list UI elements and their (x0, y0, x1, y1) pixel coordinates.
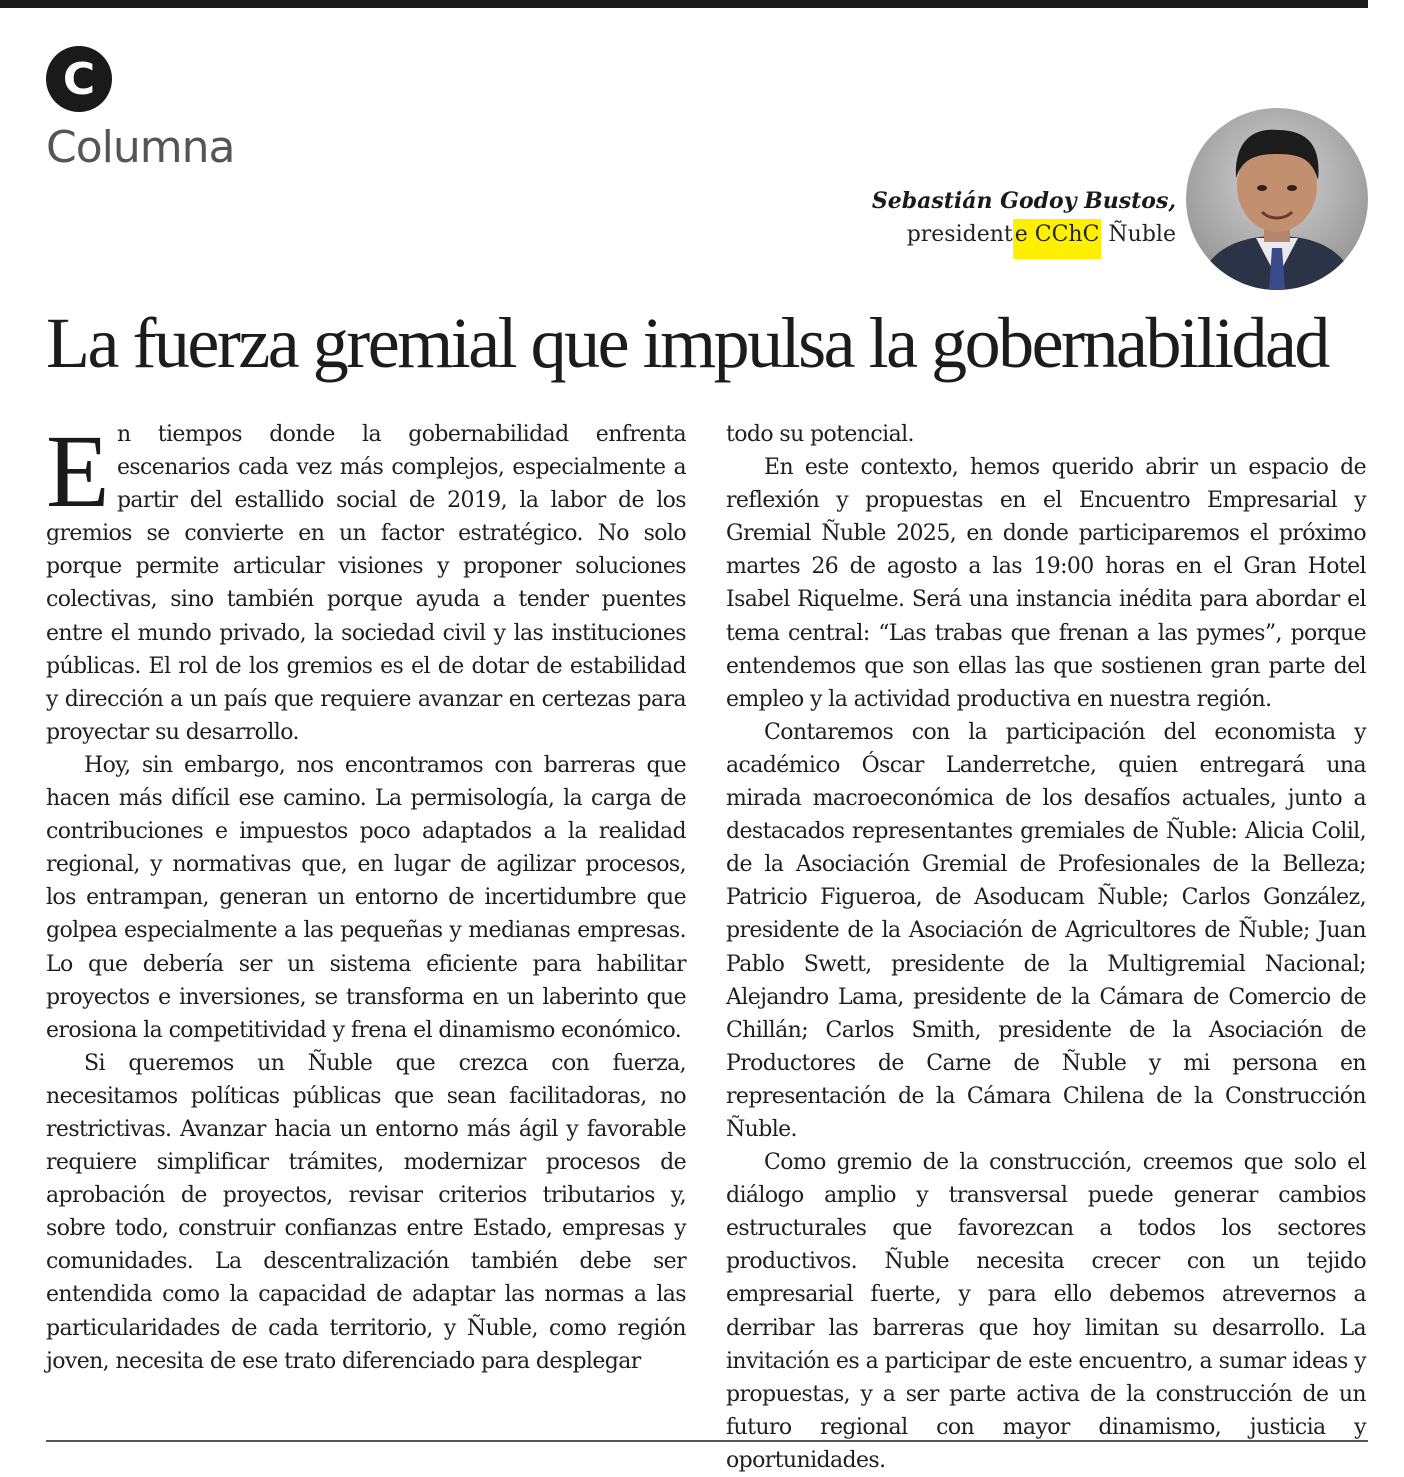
byline (872, 184, 1176, 252)
author-role (872, 218, 1176, 252)
article-paragraph (46, 414, 686, 749)
article-paragraph: Como gremio de la construcción, creemos que solo el diálogo amplio y transversal puede generar cambios estructurales que favorezcan a todos los sectores productivos. Ñuble necesita crecer con un tejido empresarial fuerte, y para ello debemos atrevernos a derribar las barreras que hoy limitan su desarrollo. La invitación es a participar de este encuentro, a sumar ideas y propuestas, y a ser parte activa de la construcción de un futuro regional con mayor dinamismo, justicia y oportunidades. (726, 1150, 1366, 1473)
paragraph-text: n tiempos donde la gobernabilidad enfrenta escenarios cada vez más complejos, especialmente a partir del estallido social de 2019, la labor de los gremios se convierte en un factor estratégico. No solo porque permite articular visiones y proponer soluciones colectivas, sino también porque ayuda a tender puentes entre el mundo privado, la sociedad civil y las instituciones públicas. El rol de los gremios es el de dotar de estabilidad y dirección a un país que requiere avanzar en certezas para proyectar su desarrollo. (46, 422, 686, 745)
top-rule (0, 0, 1368, 8)
article-paragraph: En este contexto, hemos querido abrir un espacio de reflexión y propuestas en el Encuentro Empresarial y Gremial Ñuble 2025, en donde participaremos el próximo martes 26 de agosto a las 19:00 horas en el Gran Hotel Isabel Riquelme. Será una instancia inédita para abordar el tema central: “Las trabas que frenan a las pymes”, porque entendemos que son ellas las que sostienen gran parte del empleo y la actividad productiva en nuestra región. (726, 455, 1366, 712)
drop-cap: E (46, 414, 109, 529)
author-portrait (1186, 108, 1368, 290)
author-portrait-image (1186, 108, 1368, 290)
article-paragraph: Contaremos con la participación del economista y académico Óscar Landerretche, quien entregará una mirada macroeconómica de los desafíos actuales, junto a destacados representantes gremiales de Ñuble: Alicia Colil, de la Asociación Gremial de Profesionales de la Belleza; Patricio Figueroa, de Asoducam Ñuble; Carlos González, presidente de la Asociación de Agricultores de Ñuble; Juan Pablo Swett, presidente de la Multigremial Nacional; Alejandro Lama, presidente de la Cámara de Comercio de Chillán; Carlos Smith, presidente de la Asociación de Productores de Carne de Ñuble y mi persona en representación de la Cámara Chilena de la Construcción Ñuble. (726, 719, 1366, 1142)
role-prefix: president (906, 222, 1013, 247)
highlighted-text: e CChC (1013, 219, 1102, 259)
article-paragraph-continued: todo su potencial. (726, 422, 914, 447)
article-column-right (726, 418, 1366, 1477)
section-label: Columna (46, 122, 235, 173)
article-paragraph: Si queremos un Ñuble que crezca con fuerza, necesitamos políticas públicas que sean facilitadoras, no restrictivas. Avanzar hacia un entorno más ágil y favorable requiere simplificar trámites, modernizar procesos de aprobación de proyectos, revisar criterios tributarios y, sobre todo, construir confianzas entre Estado, empresas y comunidades. La descentralización también debe ser entendida como la capacidad de adaptar las normas a las particularidades de cada territorio, y Ñuble, como región joven, necesita de ese trato diferenciado para desplegar (46, 1050, 686, 1374)
badge-letter: C (62, 53, 96, 105)
article-column-left (46, 414, 686, 1378)
article-paragraph: Hoy, sin embargo, nos encontramos con barreras que hacen más difícil ese camino. La permisología, la carga de contribuciones e impuestos poco adaptados a la realidad regional, y normativas que, en lugar de agilizar procesos, los entrampan, generan un entorno de incertidumbre que golpea especialmente a las pequeñas y medianas empresas. Lo que debería ser un sistema eficiente para habilitar proyectos e inversiones, se transforma en un laberinto que erosiona la competitividad y frena el dinamismo económico. (46, 752, 686, 1043)
article-headline: La fuerza gremial que impulsa la gobernabilidad (46, 303, 1328, 383)
author-name: Sebastián Godoy Bustos, (871, 188, 1176, 214)
role-suffix: Ñuble (1101, 222, 1176, 247)
bottom-rule (46, 1440, 1368, 1442)
section-badge (46, 46, 112, 112)
